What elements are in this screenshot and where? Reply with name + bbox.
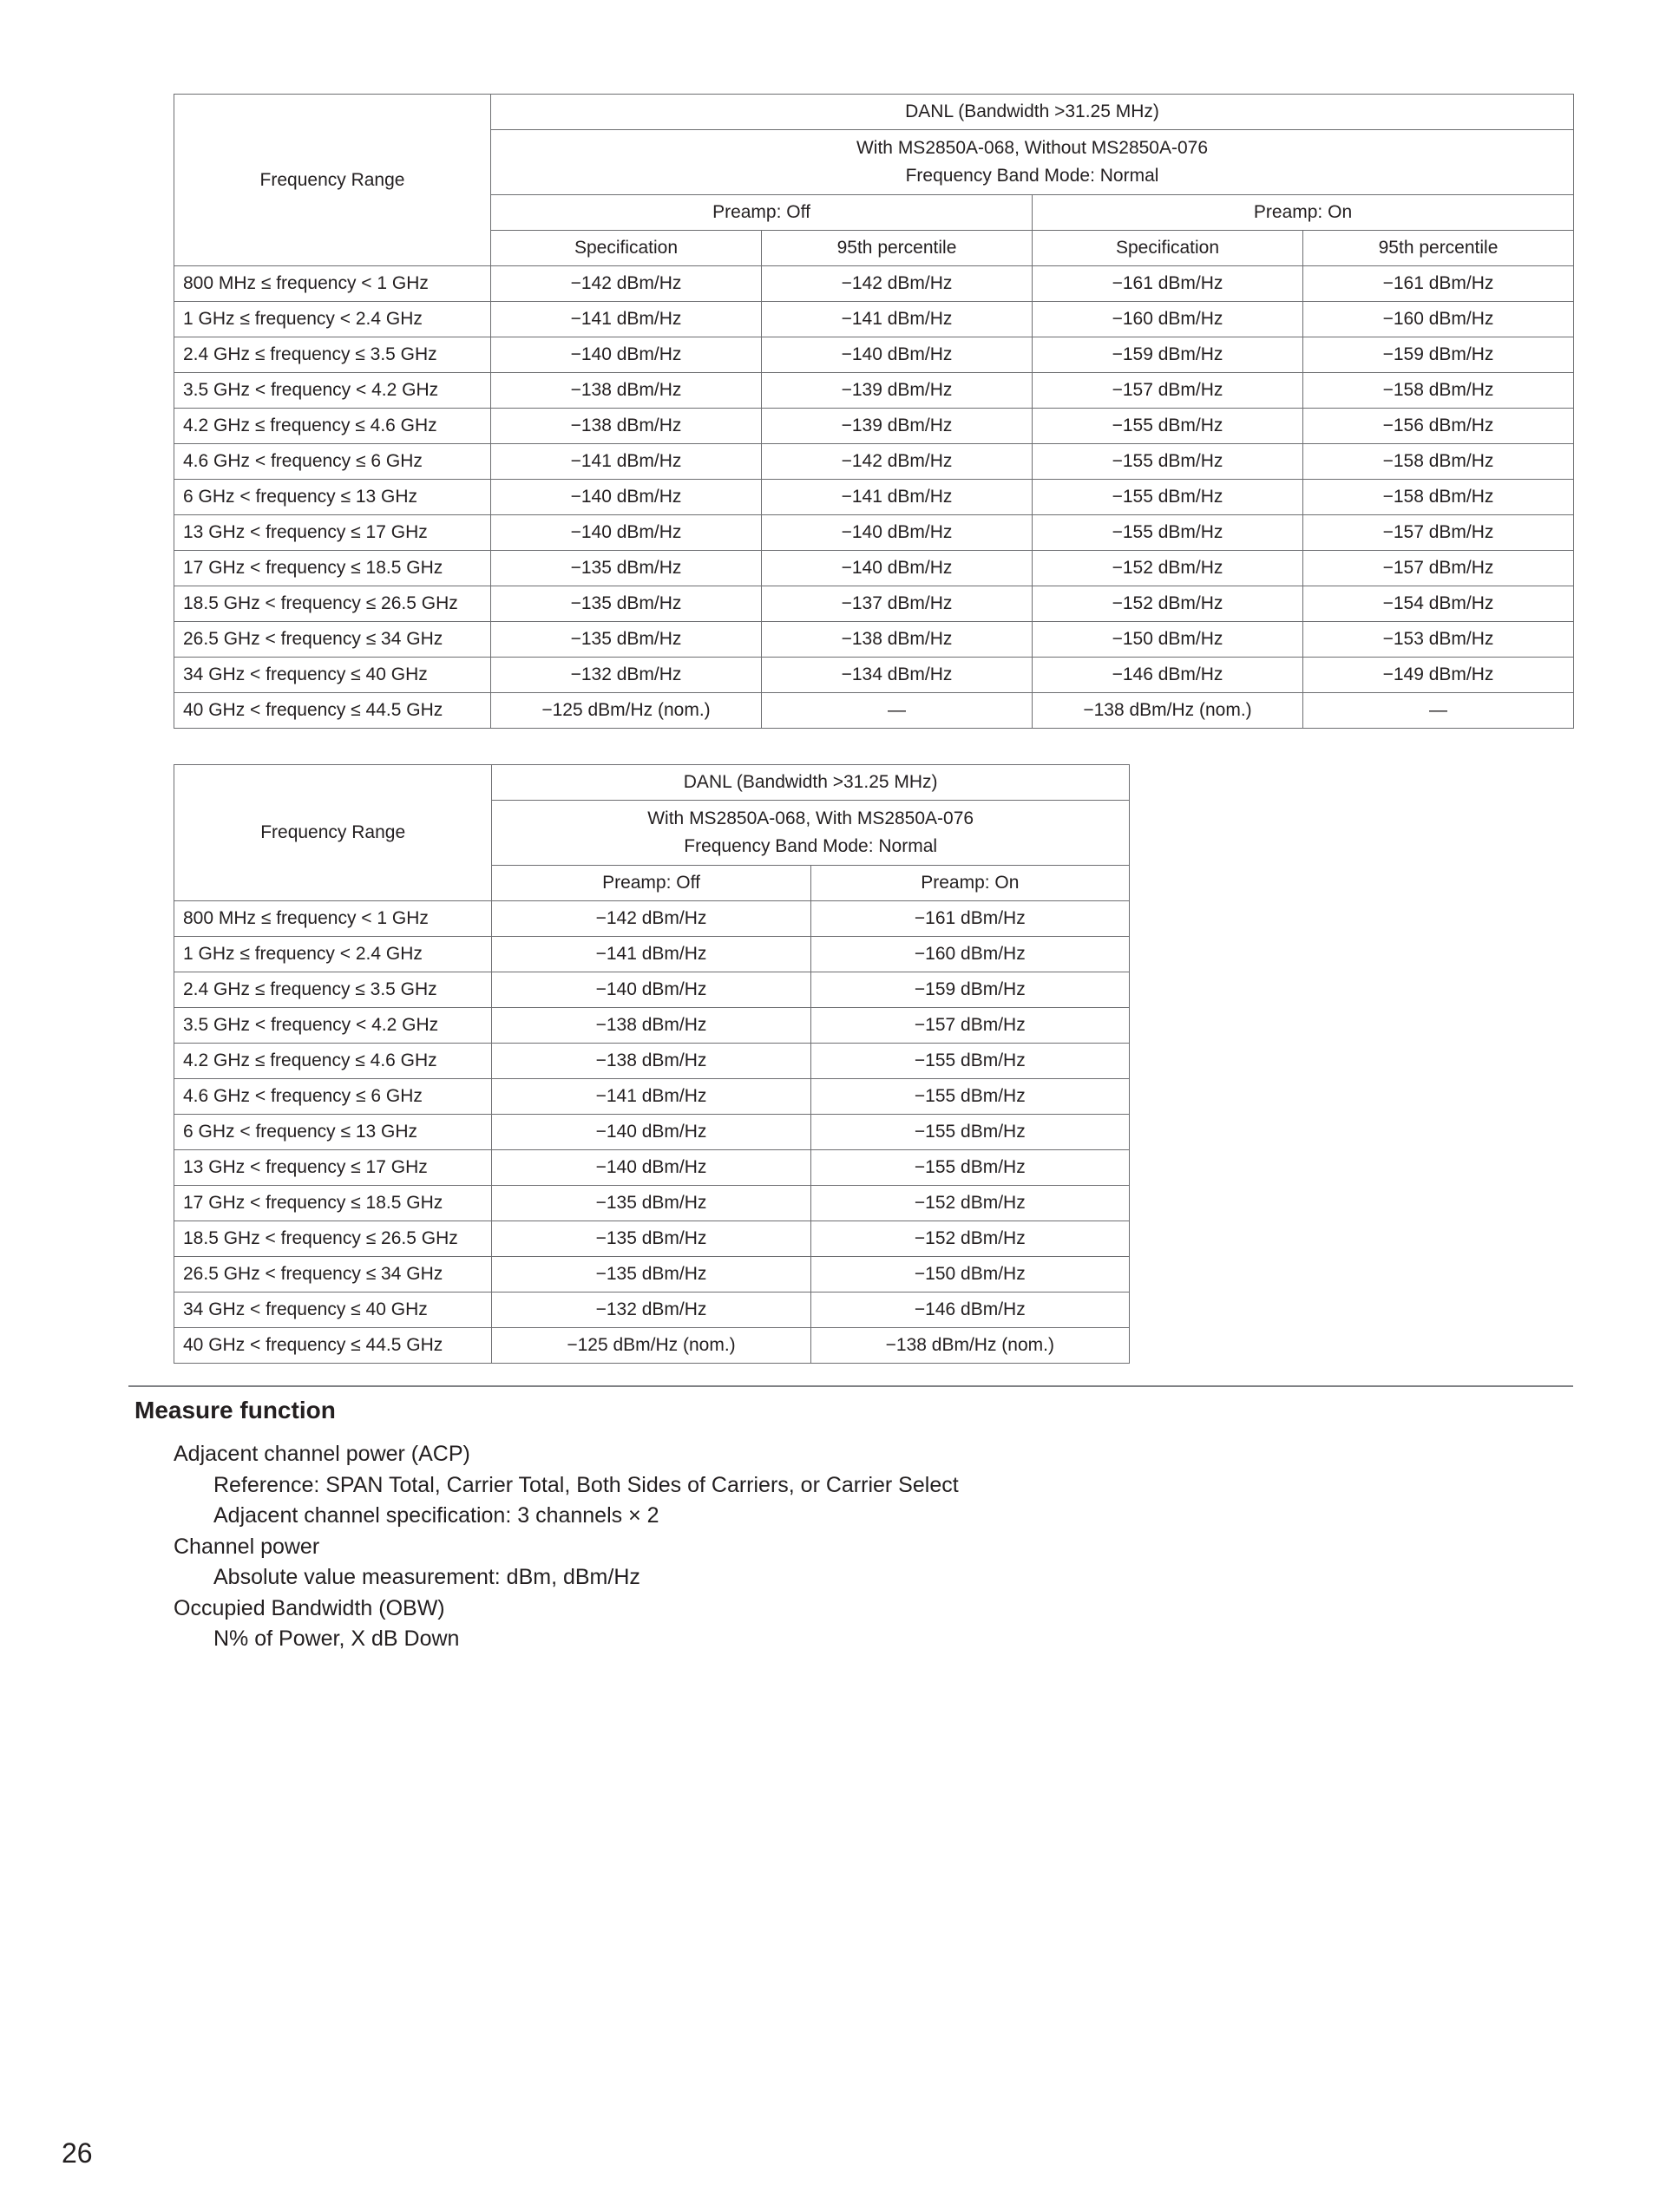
table-row (174, 444, 1574, 480)
preamp-on-95th-cell: −156 dBm/Hz (1303, 409, 1574, 444)
frequency-cell: 34 GHz < frequency ≤ 40 GHz (174, 658, 491, 693)
preamp-on-spec-cell: −155 dBm/Hz (1033, 444, 1303, 480)
table-row (174, 551, 1574, 586)
measure-subitem: N% of Power, X dB Down (213, 1626, 460, 1651)
preamp-off-95th-cell: −142 dBm/Hz (762, 444, 1033, 480)
frequency-cell: 800 MHz ≤ frequency < 1 GHz (174, 901, 492, 937)
table-row (174, 937, 1130, 972)
frequency-cell: 34 GHz < frequency ≤ 40 GHz (174, 1293, 492, 1328)
preamp-on-95th-cell: −158 dBm/Hz (1303, 480, 1574, 515)
preamp-on-cell: −155 dBm/Hz (810, 1079, 1129, 1115)
preamp-off-cell: −141 dBm/Hz (492, 937, 810, 972)
preamp-on-spec-cell: −155 dBm/Hz (1033, 515, 1303, 551)
measure-subitem: Adjacent channel specification: 3 channels × 2 (213, 1503, 659, 1528)
frequency-cell: 17 GHz < frequency ≤ 18.5 GHz (174, 1186, 492, 1221)
preamp-on-spec-cell: −152 dBm/Hz (1033, 586, 1303, 622)
table-config (492, 801, 1130, 866)
preamp-off-spec-cell: −141 dBm/Hz (491, 444, 762, 480)
table-body (174, 266, 1574, 729)
preamp-on-spec-cell: −161 dBm/Hz (1033, 266, 1303, 302)
table-row (174, 658, 1574, 693)
preamp-off-cell: −135 dBm/Hz (492, 1257, 810, 1293)
frequency-cell: 4.2 GHz ≤ frequency ≤ 4.6 GHz (174, 1044, 492, 1079)
percentile-header: 95th percentile (1303, 231, 1574, 266)
preamp-off-95th-cell: −140 dBm/Hz (762, 515, 1033, 551)
preamp-off-spec-cell: −135 dBm/Hz (491, 551, 762, 586)
table-row (174, 693, 1574, 729)
measure-subitem: Reference: SPAN Total, Carrier Total, Both Sides of Carriers, or Carrier Select (213, 1472, 959, 1497)
preamp-on-95th-cell: −160 dBm/Hz (1303, 302, 1574, 337)
table-row (174, 1008, 1130, 1044)
preamp-on-cell: −155 dBm/Hz (810, 1150, 1129, 1186)
measure-function-list (174, 1439, 959, 1655)
preamp-on-spec-cell: −160 dBm/Hz (1033, 302, 1303, 337)
preamp-on-95th-cell: −157 dBm/Hz (1303, 551, 1574, 586)
preamp-off-cell: −141 dBm/Hz (492, 1079, 810, 1115)
preamp-on-header: Preamp: On (810, 866, 1129, 901)
table-row (174, 622, 1574, 658)
table-row (174, 972, 1130, 1008)
preamp-on-spec-cell: −146 dBm/Hz (1033, 658, 1303, 693)
table-row (174, 409, 1574, 444)
preamp-off-cell: −140 dBm/Hz (492, 1115, 810, 1150)
preamp-on-cell: −150 dBm/Hz (810, 1257, 1129, 1293)
frequency-cell: 13 GHz < frequency ≤ 17 GHz (174, 515, 491, 551)
specification-header: Specification (491, 231, 762, 266)
measure-item: Occupied Bandwidth (OBW) (174, 1595, 445, 1620)
preamp-off-95th-cell: −141 dBm/Hz (762, 302, 1033, 337)
frequency-cell: 40 GHz < frequency ≤ 44.5 GHz (174, 1328, 492, 1364)
preamp-off-spec-cell: −141 dBm/Hz (491, 302, 762, 337)
table-row (174, 1079, 1130, 1115)
table-row (174, 1221, 1130, 1257)
preamp-off-cell: −125 dBm/Hz (nom.) (492, 1328, 810, 1364)
table-row (174, 1257, 1130, 1293)
preamp-off-cell: −138 dBm/Hz (492, 1008, 810, 1044)
frequency-cell: 17 GHz < frequency ≤ 18.5 GHz (174, 551, 491, 586)
frequency-cell: 13 GHz < frequency ≤ 17 GHz (174, 1150, 492, 1186)
frequency-cell: 18.5 GHz < frequency ≤ 26.5 GHz (174, 1221, 492, 1257)
table-config (491, 130, 1574, 195)
frequency-cell: 26.5 GHz < frequency ≤ 34 GHz (174, 1257, 492, 1293)
preamp-off-spec-cell: −125 dBm/Hz (nom.) (491, 693, 762, 729)
measure-item: Adjacent channel power (ACP) (174, 1442, 470, 1466)
preamp-off-95th-cell: −137 dBm/Hz (762, 586, 1033, 622)
frequency-cell: 26.5 GHz < frequency ≤ 34 GHz (174, 622, 491, 658)
section-title: Measure function (134, 1397, 336, 1423)
preamp-on-95th-cell: −161 dBm/Hz (1303, 266, 1574, 302)
preamp-on-95th-cell: −158 dBm/Hz (1303, 444, 1574, 480)
preamp-on-spec-cell: −138 dBm/Hz (nom.) (1033, 693, 1303, 729)
preamp-on-cell: −161 dBm/Hz (810, 901, 1129, 937)
preamp-off-cell: −135 dBm/Hz (492, 1186, 810, 1221)
preamp-off-spec-cell: −138 dBm/Hz (491, 409, 762, 444)
preamp-on-spec-cell: −155 dBm/Hz (1033, 409, 1303, 444)
preamp-off-95th-cell: −141 dBm/Hz (762, 480, 1033, 515)
frequency-cell: 6 GHz < frequency ≤ 13 GHz (174, 1115, 492, 1150)
table-row (174, 302, 1574, 337)
measure-item: Channel power (174, 1534, 320, 1559)
section-divider (128, 1385, 1573, 1387)
preamp-on-cell: −152 dBm/Hz (810, 1221, 1129, 1257)
table-title: DANL (Bandwidth >31.25 MHz) (491, 95, 1574, 130)
preamp-off-spec-cell: −138 dBm/Hz (491, 373, 762, 409)
preamp-off-95th-cell: −138 dBm/Hz (762, 622, 1033, 658)
preamp-off-header: Preamp: Off (491, 195, 1033, 231)
table-row (174, 337, 1574, 373)
table-row (174, 373, 1574, 409)
table-row (174, 480, 1574, 515)
table-row (174, 1115, 1130, 1150)
table-row (174, 1150, 1130, 1186)
preamp-on-cell: −159 dBm/Hz (810, 972, 1129, 1008)
table-row (174, 901, 1130, 937)
preamp-on-spec-cell: −157 dBm/Hz (1033, 373, 1303, 409)
preamp-on-spec-cell: −150 dBm/Hz (1033, 622, 1303, 658)
table-row (174, 1044, 1130, 1079)
preamp-on-spec-cell: −159 dBm/Hz (1033, 337, 1303, 373)
preamp-on-cell: −146 dBm/Hz (810, 1293, 1129, 1328)
preamp-off-95th-cell: −139 dBm/Hz (762, 409, 1033, 444)
preamp-off-cell: −142 dBm/Hz (492, 901, 810, 937)
preamp-off-spec-cell: −132 dBm/Hz (491, 658, 762, 693)
preamp-off-95th-cell: −142 dBm/Hz (762, 266, 1033, 302)
frequency-cell: 800 MHz ≤ frequency < 1 GHz (174, 266, 491, 302)
preamp-off-95th-cell: — (762, 693, 1033, 729)
preamp-off-95th-cell: −140 dBm/Hz (762, 337, 1033, 373)
frequency-cell: 40 GHz < frequency ≤ 44.5 GHz (174, 693, 491, 729)
frequency-cell: 1 GHz ≤ frequency < 2.4 GHz (174, 937, 492, 972)
preamp-on-cell: −138 dBm/Hz (nom.) (810, 1328, 1129, 1364)
table-row (174, 515, 1574, 551)
preamp-on-95th-cell: −159 dBm/Hz (1303, 337, 1574, 373)
preamp-on-cell: −155 dBm/Hz (810, 1115, 1129, 1150)
preamp-off-95th-cell: −140 dBm/Hz (762, 551, 1033, 586)
table-row (174, 266, 1574, 302)
preamp-off-95th-cell: −134 dBm/Hz (762, 658, 1033, 693)
table-row (174, 1328, 1130, 1364)
preamp-off-cell: −140 dBm/Hz (492, 972, 810, 1008)
frequency-cell: 6 GHz < frequency ≤ 13 GHz (174, 480, 491, 515)
specification-header: Specification (1033, 231, 1303, 266)
preamp-on-cell: −160 dBm/Hz (810, 937, 1129, 972)
table-row (174, 1293, 1130, 1328)
frequency-cell: 2.4 GHz ≤ frequency ≤ 3.5 GHz (174, 337, 491, 373)
measure-subitem: Absolute value measurement: dBm, dBm/Hz (213, 1565, 640, 1589)
frequency-cell: 1 GHz ≤ frequency < 2.4 GHz (174, 302, 491, 337)
config-line: Frequency Band Mode: Normal (905, 166, 1159, 186)
config-line: Frequency Band Mode: Normal (684, 836, 938, 856)
preamp-on-95th-cell: −149 dBm/Hz (1303, 658, 1574, 693)
preamp-off-spec-cell: −140 dBm/Hz (491, 480, 762, 515)
preamp-on-95th-cell: −154 dBm/Hz (1303, 586, 1574, 622)
preamp-off-spec-cell: −140 dBm/Hz (491, 515, 762, 551)
table-row (174, 586, 1574, 622)
preamp-on-cell: −152 dBm/Hz (810, 1186, 1129, 1221)
frequency-cell: 4.6 GHz < frequency ≤ 6 GHz (174, 444, 491, 480)
table-row (174, 1186, 1130, 1221)
frequency-cell: 3.5 GHz < frequency < 4.2 GHz (174, 1008, 492, 1044)
danl-table-without-076 (174, 94, 1574, 729)
preamp-on-spec-cell: −152 dBm/Hz (1033, 551, 1303, 586)
table-body (174, 901, 1130, 1364)
preamp-on-95th-cell: −157 dBm/Hz (1303, 515, 1574, 551)
frequency-cell: 4.6 GHz < frequency ≤ 6 GHz (174, 1079, 492, 1115)
table-title: DANL (Bandwidth >31.25 MHz) (492, 765, 1130, 801)
preamp-on-cell: −157 dBm/Hz (810, 1008, 1129, 1044)
config-line: With MS2850A-068, Without MS2850A-076 (856, 138, 1209, 158)
frequency-cell: 4.2 GHz ≤ frequency ≤ 4.6 GHz (174, 409, 491, 444)
preamp-off-spec-cell: −135 dBm/Hz (491, 586, 762, 622)
frequency-cell: 18.5 GHz < frequency ≤ 26.5 GHz (174, 586, 491, 622)
preamp-off-spec-cell: −142 dBm/Hz (491, 266, 762, 302)
preamp-on-95th-cell: −153 dBm/Hz (1303, 622, 1574, 658)
frequency-range-header: Frequency Range (174, 765, 492, 901)
preamp-on-95th-cell: — (1303, 693, 1574, 729)
preamp-on-header: Preamp: On (1033, 195, 1574, 231)
preamp-on-95th-cell: −158 dBm/Hz (1303, 373, 1574, 409)
percentile-header: 95th percentile (762, 231, 1033, 266)
frequency-cell: 3.5 GHz < frequency < 4.2 GHz (174, 373, 491, 409)
preamp-off-header: Preamp: Off (492, 866, 810, 901)
preamp-off-spec-cell: −140 dBm/Hz (491, 337, 762, 373)
frequency-cell: 2.4 GHz ≤ frequency ≤ 3.5 GHz (174, 972, 492, 1008)
config-line: With MS2850A-068, With MS2850A-076 (647, 808, 974, 828)
preamp-off-95th-cell: −139 dBm/Hz (762, 373, 1033, 409)
preamp-off-cell: −140 dBm/Hz (492, 1150, 810, 1186)
preamp-off-cell: −132 dBm/Hz (492, 1293, 810, 1328)
danl-table-with-076 (174, 764, 1130, 1364)
frequency-range-header: Frequency Range (174, 95, 491, 266)
preamp-off-spec-cell: −135 dBm/Hz (491, 622, 762, 658)
preamp-off-cell: −135 dBm/Hz (492, 1221, 810, 1257)
preamp-on-cell: −155 dBm/Hz (810, 1044, 1129, 1079)
page-number: 26 (62, 2137, 93, 2169)
preamp-off-cell: −138 dBm/Hz (492, 1044, 810, 1079)
preamp-on-spec-cell: −155 dBm/Hz (1033, 480, 1303, 515)
